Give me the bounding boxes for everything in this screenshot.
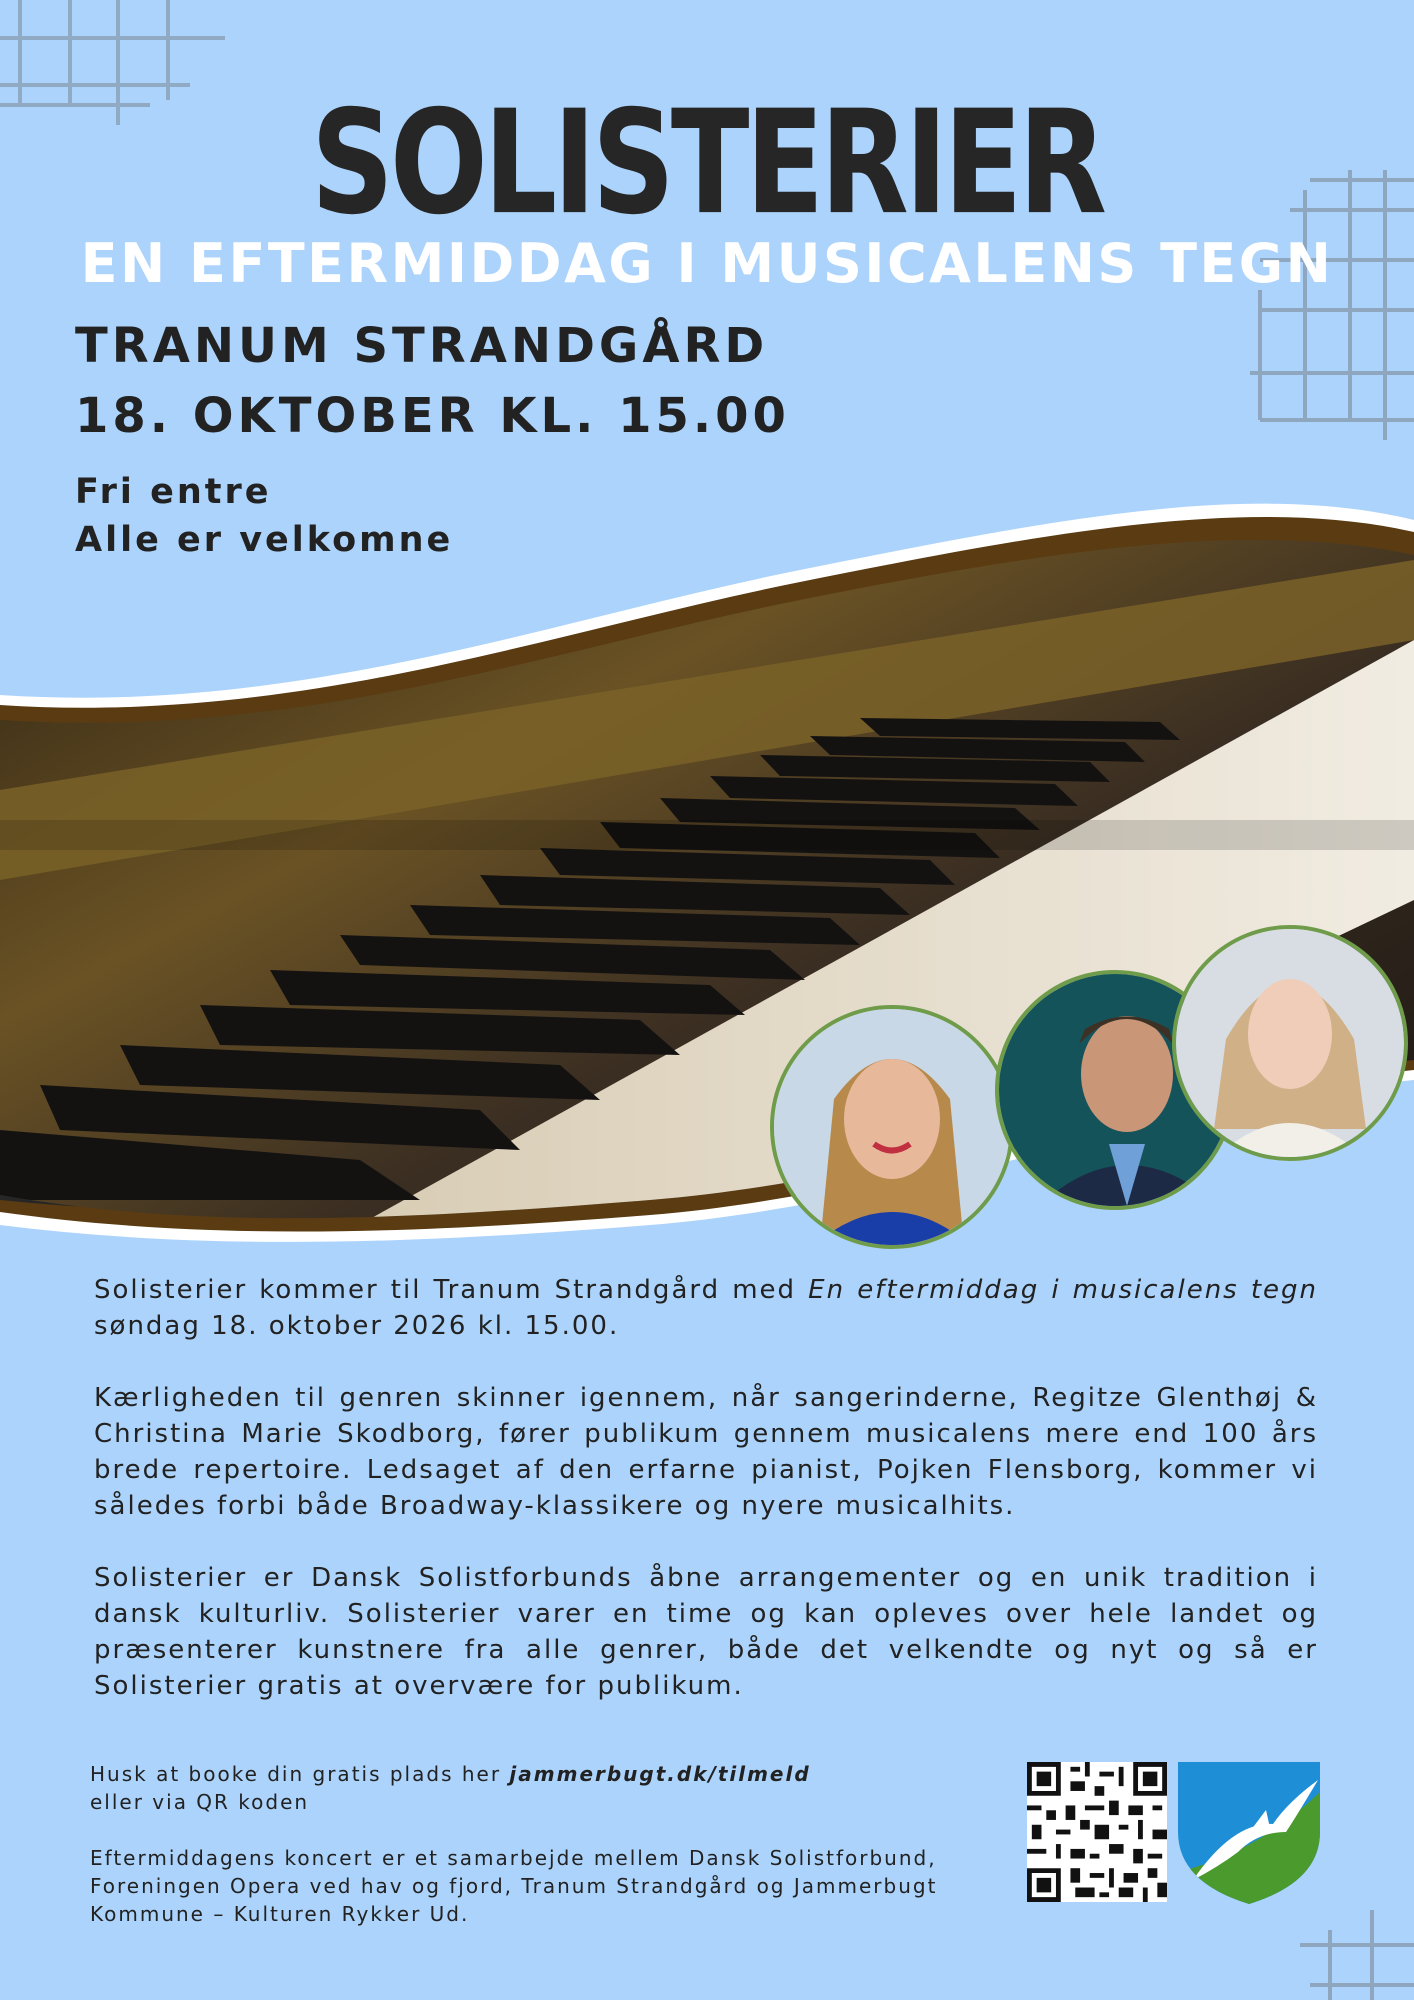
grid-decoration-bottom-right	[1300, 1900, 1414, 2000]
page-subtitle: EN EFTERMIDDAG I MUSICALENS TEGN	[80, 232, 1334, 295]
event-description	[94, 1272, 1318, 1740]
description-paragraph-3: Solisterier er Dansk Solistforbunds åbne arrangementer og en unik tradition i dansk kulturliv. Solisterier varer en time og kan opleves over hele landet og præsenterer kunstnere fra alle genrer, både det velkendte og nyt og så er Solisterier gratis at overvære for publikum.	[94, 1563, 1318, 1701]
portrait-singer-2	[1172, 925, 1408, 1161]
portrait-singer-1	[770, 1005, 1014, 1249]
event-datetime: 18. OKTOBER KL. 15.00	[75, 388, 790, 444]
description-paragraph-1: Solisterier kommer til Tranum Strandgård med En eftermiddag i musicalens tegn søndag 18. oktober 2026 kl. 15.00.	[94, 1275, 1318, 1341]
event-name-emphasis: En eftermiddag i musicalens tegn	[808, 1275, 1318, 1305]
page-title: SOLISTERIER	[310, 80, 1104, 247]
qr-code-icon[interactable]	[1027, 1762, 1167, 1902]
booking-link[interactable]: jammerbugt.dk/tilmeld	[509, 1762, 811, 1786]
booking-info: Husk at booke din gratis plads her jammerbugt.dk/tilmeld eller via QR koden	[90, 1762, 811, 1814]
admission-text: Fri entre	[75, 472, 272, 512]
welcome-text: Alle er velkomne	[75, 520, 454, 560]
venue: TRANUM STRANDGÅRD	[75, 318, 769, 374]
jammerbugt-logo-icon	[1178, 1762, 1320, 1904]
footer-text	[90, 1760, 1020, 1956]
credits: Eftermiddagens koncert er et samarbejde mellem Dansk Solistforbund, Foreningen Opera ved hav og fjord, Tranum Strandgård og Jammerbugt Kommune – Kulturen Rykker Ud.	[90, 1846, 938, 1926]
description-paragraph-2: Kærligheden til genren skinner igennem, når sangerinderne, Regitze Glenthøj & Christina Marie Skodborg, fører publikum gennem musicalens mere end 100 års brede repertoire. Ledsaget af den erfarne pianist, Pojken Flensborg, kommer vi således forbi både Broadway-klassikere og nyere musicalhits.	[94, 1383, 1318, 1521]
